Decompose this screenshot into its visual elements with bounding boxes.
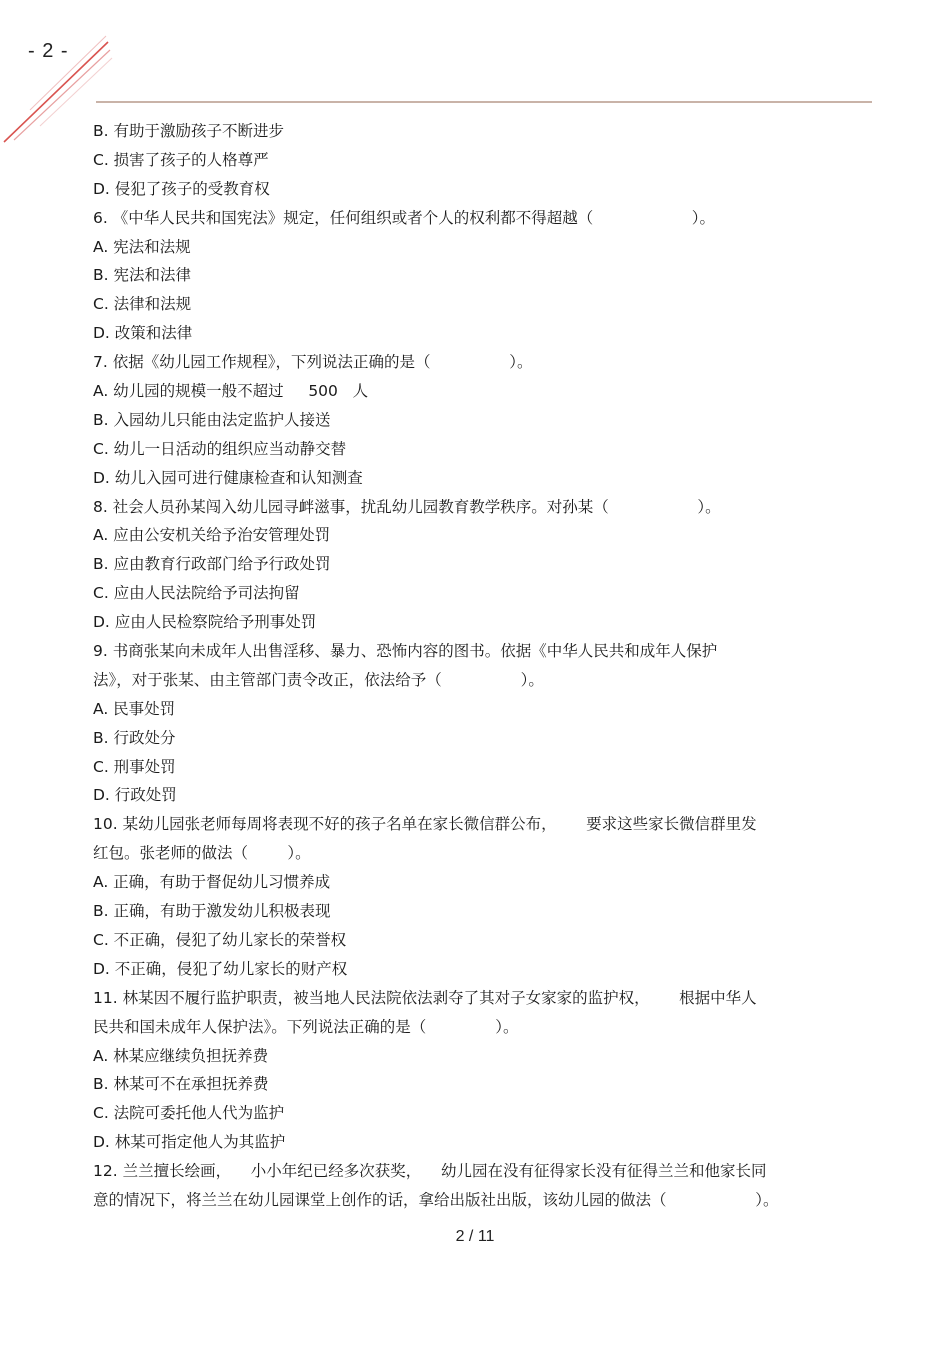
question-12: 12. 兰兰擅长绘画， 小小年纪已经多次获奖， 幼儿园在没有征得家长没有征得兰兰和他家长同	[93, 1162, 767, 1181]
text-line: C. 幼儿一日活动的组织应当动静交替	[93, 439, 347, 458]
text-line: A. 应由公安机关给予治安管理处罚	[93, 526, 331, 545]
question-11: 11. 林某因不履行监护职责，被当地人民法院依法剥夺了其对子女家家的监护权， 根据中华人	[93, 988, 757, 1007]
page-number-top: - 2 -	[28, 40, 69, 62]
text-line: D. 不正确，侵犯了幼儿家长的财产权	[93, 959, 348, 978]
text-line: C. 应由人民法院给予司法拘留	[93, 584, 300, 603]
text-line: A. 民事处罚	[93, 699, 176, 718]
text-line: B. 入园幼儿只能由法定监护人接送	[93, 410, 331, 429]
text-line: D. 侵犯了孩子的受教育权	[93, 179, 270, 198]
question-content	[93, 117, 883, 1215]
text-line: 意的情况下，将兰兰在幼儿园课堂上创作的话，拿给出版社出版，该幼儿园的做法（ ）。	[93, 1190, 779, 1209]
text-line: D. 林某可指定他人为其监护	[93, 1133, 286, 1152]
text-line: D. 改策和法律	[93, 324, 193, 343]
text-line: B. 宪法和法律	[93, 266, 191, 285]
text-line: 民共和国未成年人保护法》。下列说法正确的是（ ）。	[93, 1017, 519, 1036]
text-line: A. 正确，有助于督促幼儿习惯养成	[93, 873, 331, 892]
text-line: B. 行政处分	[93, 728, 176, 747]
text-line: B. 林某可不在承担抚养费	[93, 1075, 269, 1094]
text-line: C. 法律和法规	[93, 295, 192, 314]
text-line: B. 有助于激励孩子不断进步	[93, 122, 284, 140]
text-line: 红包。张老师的做法（ ）。	[93, 844, 311, 863]
header-rule	[96, 101, 872, 103]
text-line: 法》，对于张某、由主管部门责令改正，依法给予（ ）。	[93, 670, 544, 689]
text-line: D. 应由人民检察院给予刑事处罚	[93, 613, 317, 632]
question-10: 10. 某幼儿园张老师每周将表现不好的孩子名单在家长微信群公布， 要求这些家长微信群里发	[93, 815, 757, 834]
question-6: 6. 《中华人民共和国宪法》规定，任何组织或者个人的权利都不得超越（ ）。	[93, 208, 716, 227]
question-7: 7. 依据《幼儿园工作规程》，下列说法正确的是（ ）。	[93, 353, 533, 372]
page-counter: 2 / 11	[455, 1228, 495, 1245]
text-line: C. 法院可委托他人代为监护	[93, 1104, 285, 1123]
question-9: 9. 书商张某向未成年人出售淫移、暴力、恐怖内容的图书。依据《中华人民共和成年人保护	[93, 642, 718, 661]
text-line: C. 不正确，侵犯了幼儿家长的荣誉权	[93, 930, 347, 949]
text-line: C. 刑事处罚	[93, 757, 176, 776]
text-line: B. 应由教育行政部门给予行政处罚	[93, 555, 331, 574]
text-line: D. 行政处罚	[93, 786, 177, 805]
text-line: A. 幼儿园的规模一般不超过 500 人	[93, 382, 369, 401]
question-8: 8. 社会人员孙某闯入幼儿园寻衅滋事，扰乱幼儿园教育教学秩序。对孙某（ ）。	[93, 497, 721, 516]
text-line: B. 正确，有助于激发幼儿积极表现	[93, 902, 331, 921]
text-line: A. 宪法和法规	[93, 237, 191, 256]
text-line: A. 林某应继续负担抚养费	[93, 1046, 269, 1065]
text-line: D. 幼儿入园可进行健康检查和认知测查	[93, 468, 363, 487]
text-line: C. 损害了孩子的人格尊严	[93, 150, 269, 169]
